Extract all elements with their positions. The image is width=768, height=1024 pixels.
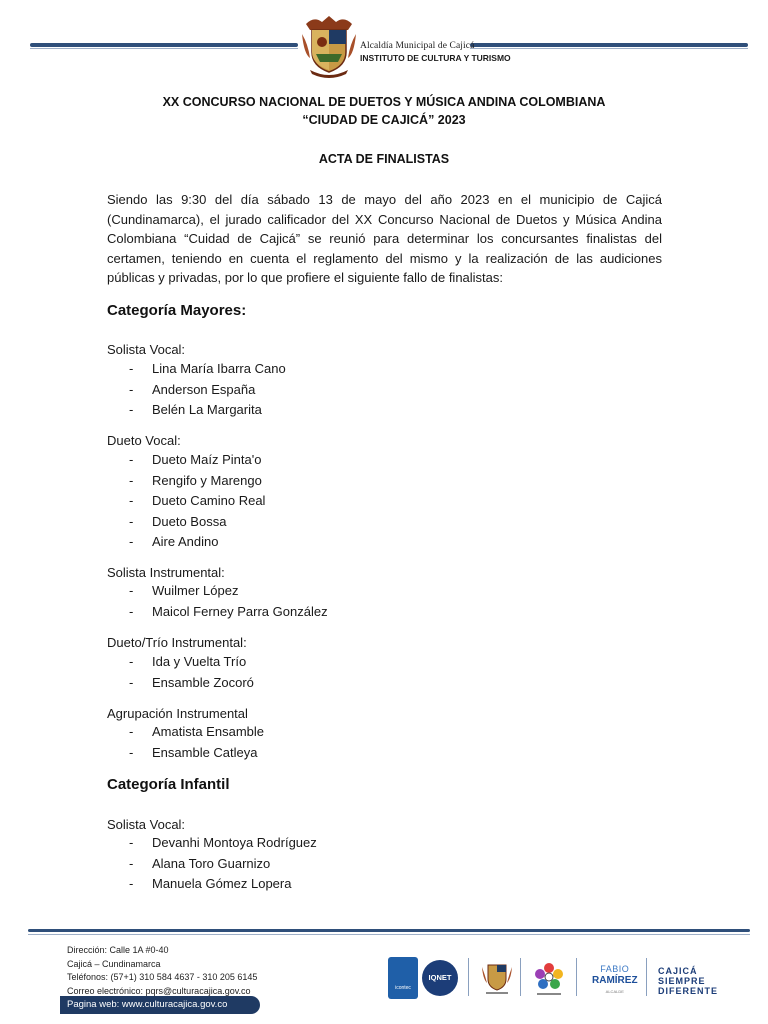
footer-address: Dirección: Calle 1A #0-40 [67,945,169,955]
finalist-name: Wuilmer López [152,583,239,598]
header-rule-right-thin [470,48,748,49]
finalist-name: Lina María Ibarra Cano [152,361,286,376]
finalist-name: Dueto Bossa [152,513,227,529]
footer-rule [28,929,750,932]
list-dash: - [129,876,134,891]
finalist-name: Amatista Ensamble [152,724,264,739]
municipal-crest-logo [300,14,358,78]
finalist-name: Dueto Maíz Pinta'o [152,452,262,467]
group-label: Solista Vocal: [107,817,186,832]
icontec-logo: icontec [388,957,418,999]
mayor-last-name: RAMÍREZ [592,975,638,986]
footer-email: Correo electrónico: pqrs@culturacajica.gov.co [67,985,251,996]
footer-city: Cajicá – Cundinamarca [67,958,161,969]
document-title: ACTA DE FINALISTAS [318,152,450,166]
org-institute: INSTITUTO DE CULTURA Y TURISMO [360,53,511,63]
finalist-name: Alana Toro Guarnizo [152,855,271,871]
crest-small-logo [480,957,514,997]
list-dash: - [129,855,134,871]
finalist-name: Anderson España [152,381,256,397]
footer-contact [67,944,257,998]
finalist-name: Belén La Margarita [152,402,262,417]
finalist-name: Rengifo y Marengo [152,472,262,488]
list-dash: - [129,603,134,619]
header-org-text [360,40,511,64]
list-dash: - [129,493,134,508]
footer-divider [576,958,577,996]
mayor-title: ALCALDE [605,989,624,994]
finalist-name: Manuela Gómez Lopera [152,876,292,891]
list-dash: - [129,452,134,467]
org-name: Alcaldía Municipal de Cajicá [360,41,475,51]
iqnet-logo: IQNET [422,960,458,996]
group-label: Dueto/Trío Instrumental: [107,635,247,650]
list-dash: - [129,744,134,760]
list-dash: - [129,724,134,739]
footer-divider [468,958,469,996]
finalist-name: Aire Andino [152,534,219,549]
slogan-line: DIFERENTE [658,986,719,996]
contest-subtitle: “CIUDAD DE CAJICÁ” 2023 [302,113,466,127]
group-label: Solista Instrumental: [107,565,225,580]
footer-phones: Teléfonos: (57+1) 310 584 4637 - 310 205 6145 [67,972,258,982]
slogan-line: SIEMPRE [658,976,706,986]
list-dash: - [129,654,134,669]
list-dash: - [129,583,134,598]
slogan-line: CAJICÁ [658,966,698,976]
group-label: Dueto Vocal: [107,433,181,448]
list-dash: - [129,674,134,690]
list-dash: - [129,534,134,549]
finalist-name: Ensamble Zocoró [152,674,254,690]
header-rule-right [470,43,748,47]
list-dash: - [129,513,134,529]
contest-title: XX CONCURSO NACIONAL DE DUETOS Y MÚSICA ANDINA COLOMBIANA [162,95,606,109]
group-label: Solista Vocal: [107,342,186,357]
list-dash: - [129,381,134,397]
finalist-name: Ensamble Catleya [152,744,258,760]
finalist-name: Maicol Ferney Parra González [152,603,328,619]
category-heading-infantil: Categoría Infantil [107,776,230,793]
mayor-logo [592,964,638,997]
slogan-logo [658,966,718,996]
mayor-first-name: FABIO [600,964,630,974]
list-dash: - [129,472,134,488]
footer-divider [520,958,521,996]
finalist-name: Dueto Camino Real [152,493,266,508]
culture-flower-logo [532,960,566,998]
footer-rule-thin [28,934,750,935]
category-heading-mayores: Categoría Mayores: [107,302,247,319]
finalist-name: Ida y Vuelta Trío [152,654,247,669]
group-label: Agrupación Instrumental [107,706,248,721]
list-dash: - [129,361,134,376]
footer-divider [646,958,647,996]
intro-paragraph: Siendo las 9:30 del día sábado 13 de mayo del año 2023 en el municipio de Cajicá (Cundinamarca), el jurado calificador del XX Concurso Nacional de Duetos y Música Andina Colombiana “Cuidad de Cajicá” se reunió para determinar los concursantes finalistas del certamen, teniendo en cuenta el reglamento del mismo y la realización de las audiciones públicas y privadas, por lo que profiere el siguiente fallo de finalistas: [107,192,662,285]
list-dash: - [129,835,134,850]
header-rule-left [30,43,298,47]
finalist-name: Devanhi Montoya Rodríguez [152,835,317,850]
footer-web-link[interactable]: Pagina web: www.culturacajica.gov.co [67,999,228,1010]
list-dash: - [129,402,134,417]
header-rule-left-thin [30,48,298,49]
